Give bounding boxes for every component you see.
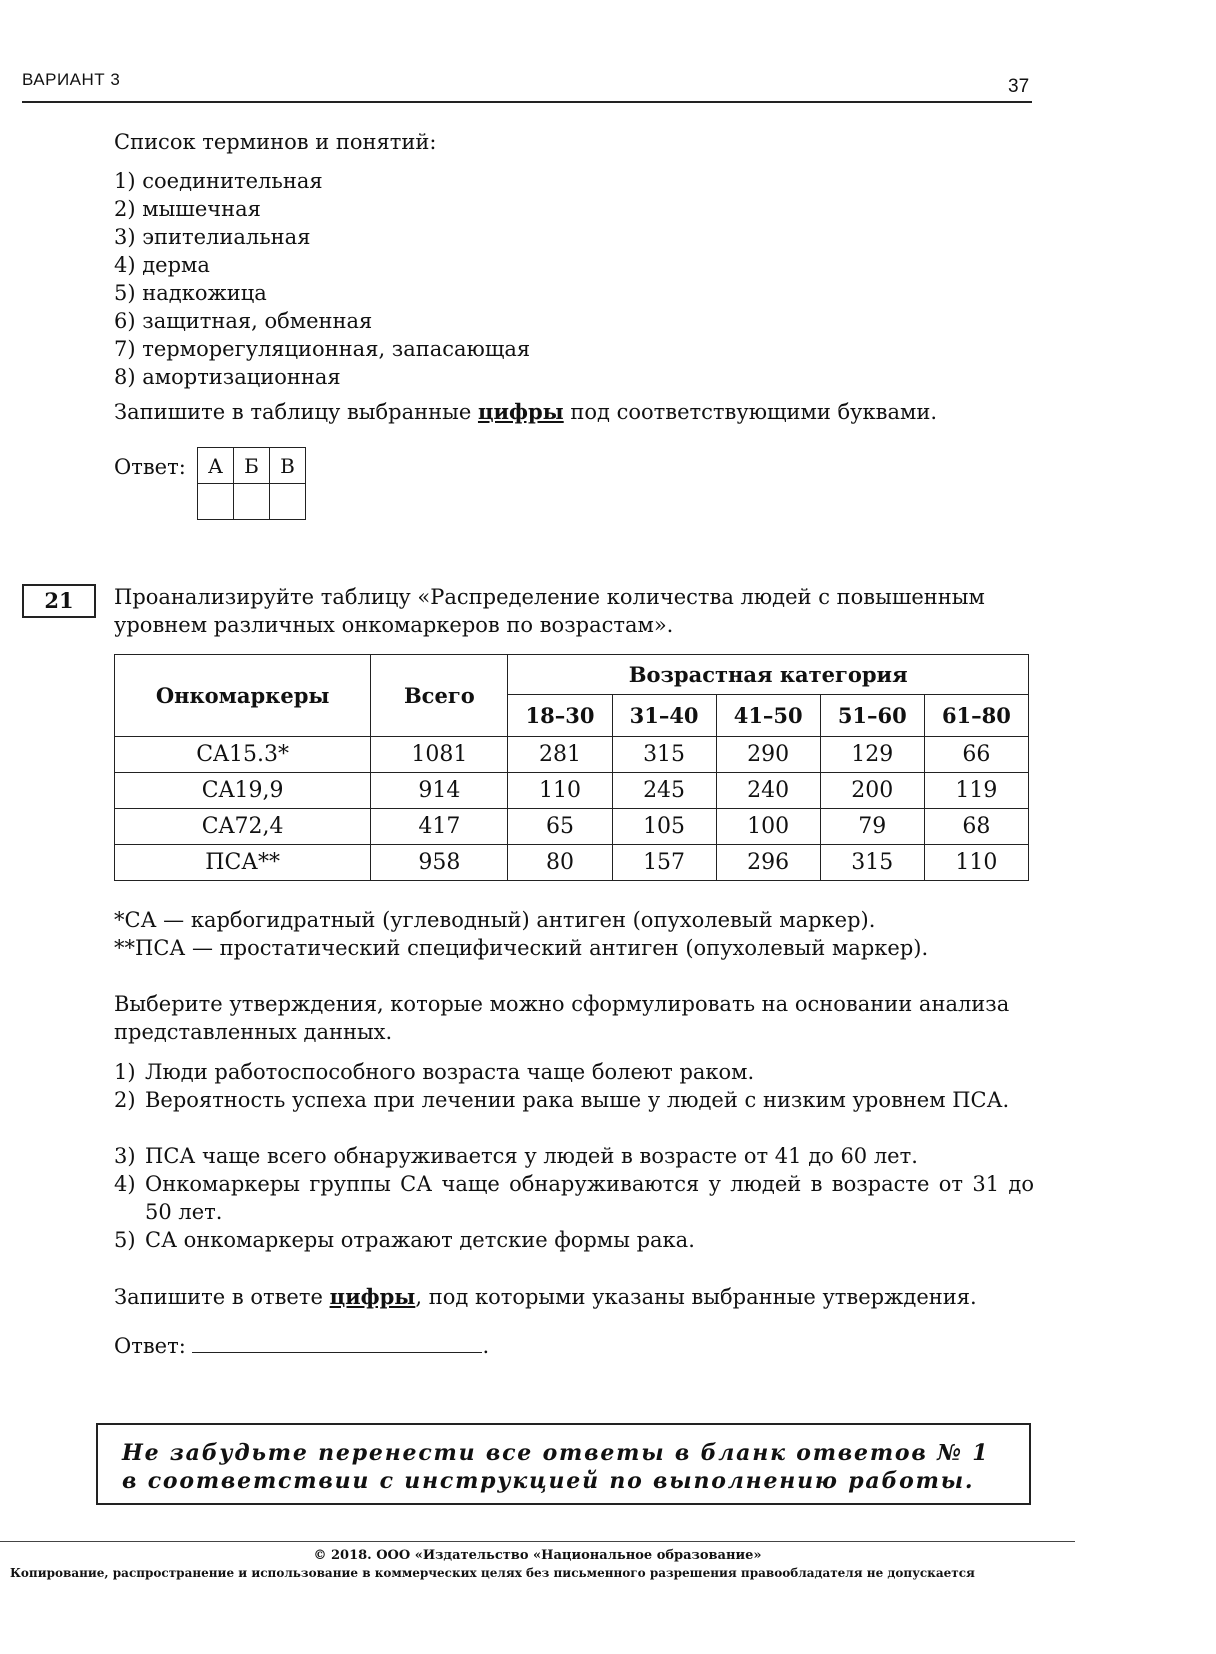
header-age-range: 31–40	[612, 695, 716, 737]
statement-item: 1) Люди работоспособного возраста чаще болеют раком.	[114, 1060, 755, 1084]
list-item: 7) терморегуляционная, запасающая	[114, 337, 531, 361]
cell-total: 958	[371, 845, 508, 881]
header-age-range: 18–30	[508, 695, 612, 737]
choose-instruction-line1: Выберите утверждения, которые можно сформулировать на основании анализа	[114, 992, 1010, 1016]
list-item: 4) дерма	[114, 253, 210, 277]
question-number: 21	[22, 584, 96, 618]
cell-value: 110	[924, 845, 1028, 881]
answer-letter-v: В	[270, 448, 306, 484]
answer-row	[114, 1330, 489, 1360]
answer-input-line[interactable]	[192, 1330, 482, 1353]
header-age-range: 61–80	[924, 695, 1028, 737]
terms-heading: Список терминов и понятий:	[114, 130, 437, 154]
cell-value: 105	[612, 809, 716, 845]
reminder-box	[96, 1423, 1031, 1505]
answer-label: Ответ:	[114, 455, 186, 479]
answer-period: .	[482, 1334, 490, 1358]
header-age-range: 41–50	[716, 695, 820, 737]
statement-item: 3) ПСА чаще всего обнаруживается у людей в возрасте от 41 до 60 лет.	[114, 1144, 918, 1168]
answer-label-21: Ответ:	[114, 1334, 186, 1358]
cell-value: 281	[508, 737, 612, 773]
answer-letter-b: Б	[234, 448, 270, 484]
header-total: Всего	[371, 655, 508, 737]
question-prompt-line2: уровнем различных онкомаркеров по возрастам».	[114, 613, 674, 637]
page-number: 37	[1008, 76, 1030, 97]
cell-value: 200	[820, 773, 924, 809]
question-prompt-line1: Проанализируйте таблицу «Распределение количества людей с повышенным	[114, 585, 985, 609]
list-item: 8) амортизационная	[114, 365, 341, 389]
header-age-range: 51–60	[820, 695, 924, 737]
variant-label: ВАРИАНТ 3	[22, 70, 121, 89]
table-row	[115, 845, 1029, 881]
footnote-psa: **ПСА — простатический специфический антиген (опухолевый маркер).	[114, 936, 929, 960]
header-age-category: Возрастная категория	[508, 655, 1029, 695]
cell-value: 129	[820, 737, 924, 773]
answer-cell-b[interactable]	[234, 484, 270, 520]
reminder-text	[122, 1439, 1002, 1495]
cell-value: 315	[820, 845, 924, 881]
cell-value: 245	[612, 773, 716, 809]
list-item: 5) надкожица	[114, 281, 267, 305]
statement-item: 5) СА онкомаркеры отражают детские формы рака.	[114, 1228, 695, 1252]
table-row	[115, 737, 1029, 773]
cell-value: 100	[716, 809, 820, 845]
table-row	[115, 773, 1029, 809]
cell-total: 417	[371, 809, 508, 845]
cell-marker: ПСА**	[115, 845, 371, 881]
cell-value: 290	[716, 737, 820, 773]
footer-divider	[0, 1541, 1075, 1542]
header-markers: Онкомаркеры	[115, 655, 371, 737]
cell-marker: CA72,4	[115, 809, 371, 845]
cell-total: 914	[371, 773, 508, 809]
cell-marker: CA19,9	[115, 773, 371, 809]
statement-item: 2) Вероятность успеха при лечении рака выше у людей с низким уровнем ПСА.	[114, 1088, 1010, 1112]
cell-value: 296	[716, 845, 820, 881]
cell-marker: CA15.3*	[115, 737, 371, 773]
footer-copyright: © 2018. ООО «Издательство «Национальное образование»	[313, 1548, 762, 1563]
list-item: 2) мышечная	[114, 197, 261, 221]
write-instruction: Запишите в ответе цифры, под которыми указаны выбранные утверждения.	[114, 1284, 977, 1309]
cell-value: 65	[508, 809, 612, 845]
cell-value: 80	[508, 845, 612, 881]
list-item: 6) защитная, обменная	[114, 309, 373, 333]
cell-value: 68	[924, 809, 1028, 845]
cell-value: 66	[924, 737, 1028, 773]
cell-total: 1081	[371, 737, 508, 773]
footnote-ca: *СА — карбогидратный (углеводный) антиген (опухолевый маркер).	[114, 908, 876, 932]
reminder-line2: в соответствии с инструкцией по выполнению работы.	[122, 1468, 975, 1494]
statement-item: 4) Онкомаркеры группы СА чаще обнаруживаются у людей в возрасте от 31 до 50 лет.	[114, 1172, 1034, 1224]
terms-list	[114, 167, 530, 391]
cell-value: 110	[508, 773, 612, 809]
header-divider	[22, 101, 1032, 103]
choose-instruction-line2: представленных данных.	[114, 1020, 393, 1044]
reminder-line1: Не забудьте перенести все ответы в бланк ответов № 1	[122, 1440, 990, 1466]
answer-cell-v[interactable]	[270, 484, 306, 520]
list-item: 3) эпителиальная	[114, 225, 311, 249]
cell-value: 315	[612, 737, 716, 773]
answer-grid	[197, 447, 306, 520]
cell-value: 157	[612, 845, 716, 881]
cell-value: 119	[924, 773, 1028, 809]
footer-rights: Копирование, распространение и использование в коммерческих целях без письменного разрешения правообладателя не допускается	[10, 1566, 975, 1580]
terms-instruction: Запишите в таблицу выбранные цифры под соответствующими буквами.	[114, 399, 938, 424]
cell-value: 240	[716, 773, 820, 809]
list-item: 1) соединительная	[114, 169, 323, 193]
answer-letter-a: А	[198, 448, 234, 484]
cell-value: 79	[820, 809, 924, 845]
table-row	[115, 809, 1029, 845]
answer-cell-a[interactable]	[198, 484, 234, 520]
oncomarker-table	[114, 654, 1029, 881]
